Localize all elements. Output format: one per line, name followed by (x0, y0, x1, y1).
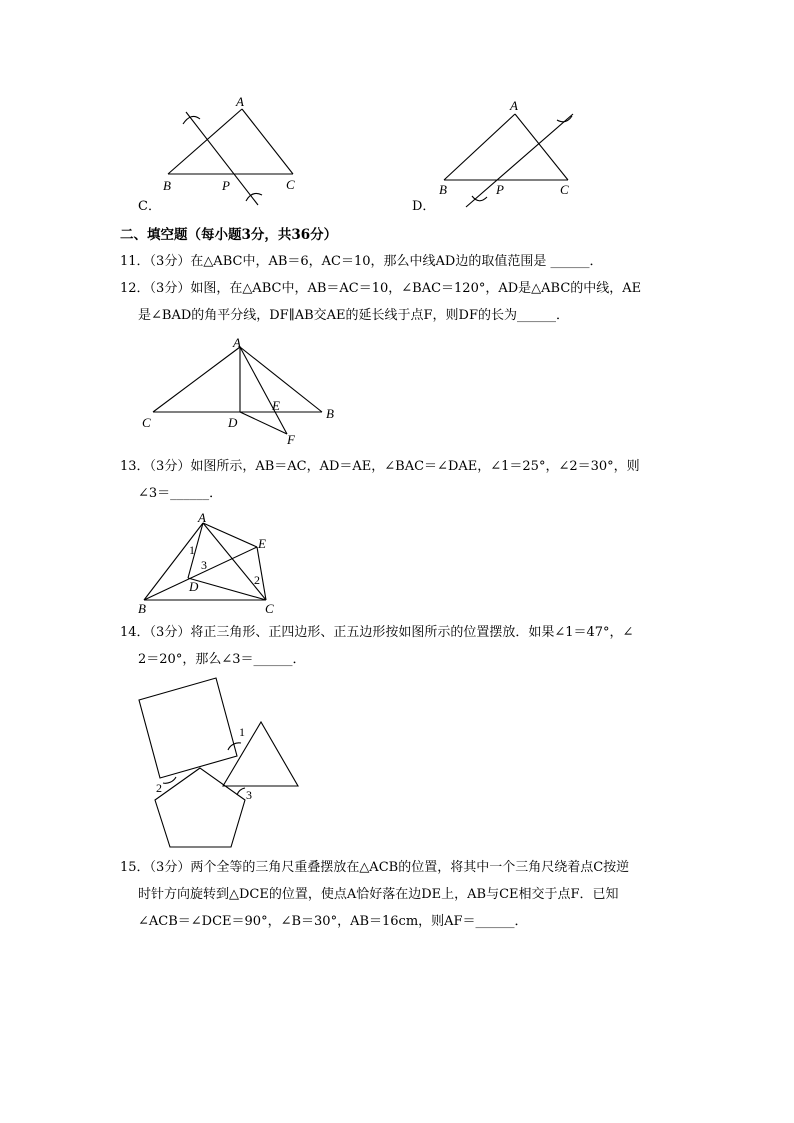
question-12-line-2: 是∠BAD的角平分线，DF∥AB交AE的延长线于点F，则DF的长为______． (138, 308, 569, 323)
option-d-label: D． (412, 199, 436, 214)
question-14-line-1: 14．（3分）将正三角形、正四边形、正五边形按如图所示的位置摆放．如果∠1＝47°，∠ (120, 625, 634, 640)
section-heading: 二、填空题（每小题3分，共36分） (120, 227, 338, 243)
question-12-line-1: 12．（3分）如图，在△ABC中，AB＝AC＝10，∠BAC＝120°，AD是△ABC的中线，AE (120, 281, 642, 296)
option-c-label: C． (138, 199, 161, 214)
figure-13-label-d: D (189, 579, 199, 594)
question-15-line-1: 15．（3分）两个全等的三角尺重叠摆放在△ACB的位置，将其中一个三角尺绕着点C按逆 (120, 860, 630, 875)
figure-c-label-a: A (236, 94, 244, 109)
figure-d-label-p: P (496, 182, 504, 197)
figure-12-label-e: E (272, 398, 280, 413)
figure-13-label-e: E (258, 536, 266, 551)
figure-12-label-b: B (326, 406, 334, 421)
figure-13-label-c: C (265, 601, 274, 616)
figure-d-label-a: A (510, 98, 518, 113)
figure-14-angle-2: 2 (156, 781, 162, 795)
figure-13-label-b: B (138, 601, 146, 616)
figure-13-angle-2: 2 (254, 573, 260, 587)
figure-c-label-b: B (163, 178, 171, 193)
figure-12-label-c: C (142, 415, 151, 430)
figure-12-label-a: A (233, 335, 241, 350)
question-15-line-2: 时针方向旋转到△DCE的位置，使点A恰好落在边DE上，AB与CE相交于点F．已知 (138, 887, 619, 902)
figure-12-label-d: D (228, 415, 238, 430)
question-11: 11．（3分）在△ABC中，AB＝6，AC＝10，那么中线AD边的取值范围是 ______． (120, 254, 603, 269)
figure-c-label-c: C (286, 177, 295, 192)
figure-13-angle-3: 3 (201, 558, 207, 572)
figure-d-label-b: B (439, 182, 447, 197)
question-14-line-2: 2＝20°，那么∠3＝______． (138, 652, 306, 667)
figure-12-label-f: F (287, 432, 295, 447)
figure-13-label-a: A (198, 510, 206, 525)
figure-d-label-c: C (560, 182, 569, 197)
figure-14-drawing (0, 0, 400, 860)
figure-13-angle-1: 1 (189, 543, 195, 557)
figure-c-label-p: P (222, 178, 230, 193)
question-15-line-3: ∠ACB＝∠DCE＝90°，∠B＝30°，AB＝16cm，则AF＝______． (138, 914, 528, 929)
figure-14-angle-3: 3 (246, 788, 252, 802)
figure-14-angle-1: 1 (239, 725, 245, 739)
question-13-line-2: ∠3＝______． (138, 486, 223, 501)
question-13-line-1: 13．（3分）如图所示，AB＝AC，AD＝AE，∠BAC＝∠DAE，∠1＝25°，∠2＝30°，则 (120, 459, 640, 474)
